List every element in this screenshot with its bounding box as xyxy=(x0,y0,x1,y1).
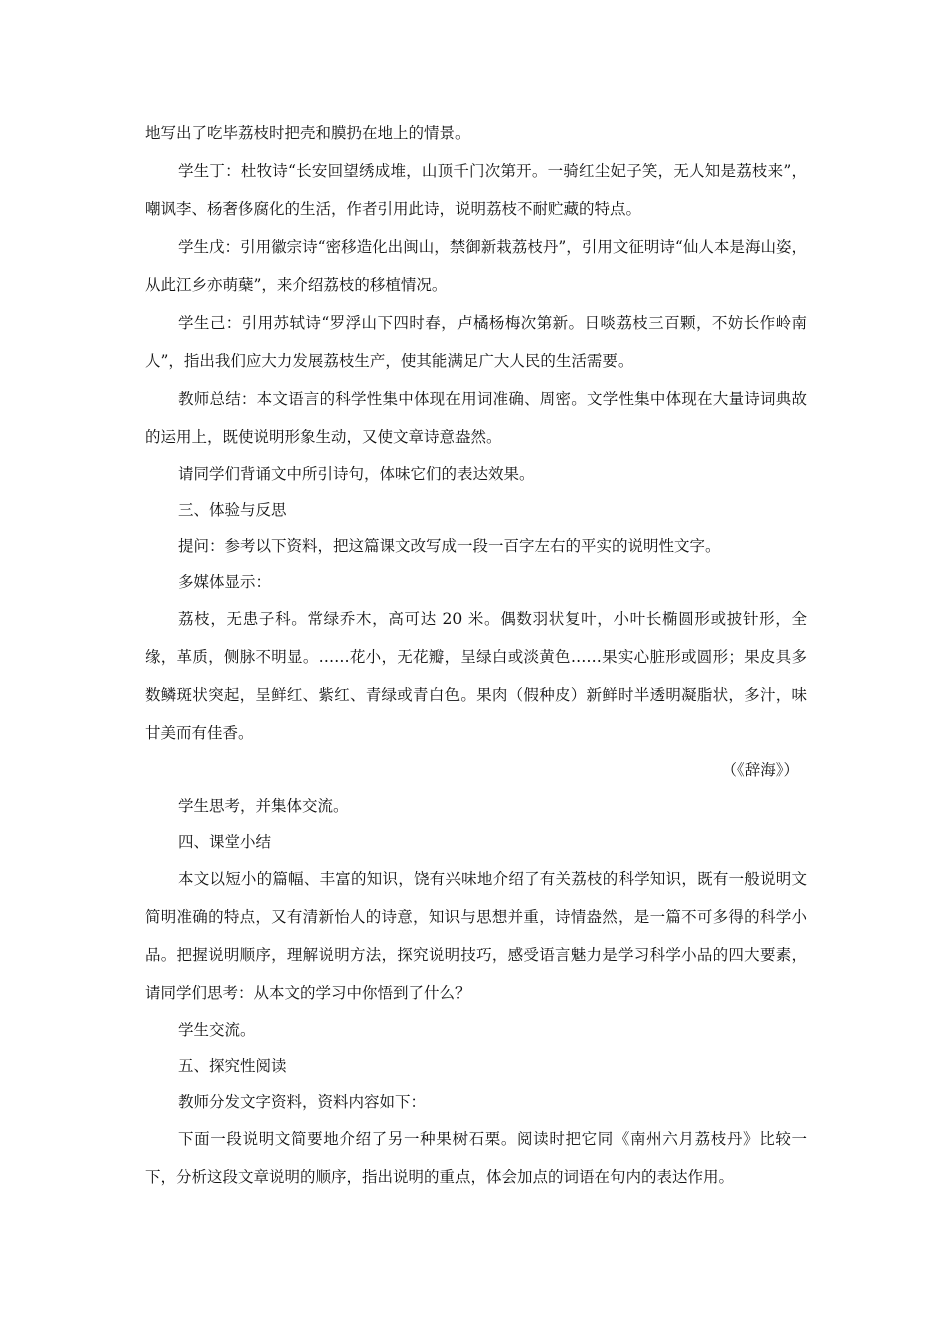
paragraph-teacher-summary: 教师总结：本文语言的科学性集中体现在用词准确、周密。文学性集中体现在大量诗词典故的运用上，既使说明形象生动，又使文章诗意盎然。 xyxy=(145,390,807,446)
section-heading-4: 四、课堂小结 xyxy=(178,833,272,851)
paragraph-continuation: 地写出了吃毕荔枝时把壳和膜扔在地上的情景。 xyxy=(145,124,471,142)
section-heading-5: 五、探究性阅读 xyxy=(178,1057,287,1075)
paragraph-student-exchange: 学生交流。 xyxy=(178,1021,256,1039)
paragraph-class-summary: 本文以短小的篇幅、丰富的知识，饶有兴味地介绍了有关荔枝的科学知识，既有一般说明文简明准确的特点，又有清新怡人的诗意，知识与思想并重，诗情盎然，是一篇不可多得的科学小品。把握说明顺序，理解说明方法，探究说明技巧，感受语言魅力是学习科学小品的四大要素，请同学们思考：从本文的学习中你悟到了什么？ xyxy=(145,870,807,1002)
paragraph-student-ding: 学生丁：杜牧诗“长安回望绣成堆，山顶千门次第开。一骑红尘妃子笑，无人知是荔枝来”，嘲讽李、杨奢侈腐化的生活，作者引用此诗，说明荔枝不耐贮藏的特点。 xyxy=(145,162,807,218)
section-heading-3: 三、体验与反思 xyxy=(178,501,287,519)
paragraph-student-ji: 学生己：引用苏轼诗“罗浮山下四时春，卢橘杨梅次第新。日啖荔枝三百颗，不妨长作岭南人”，指出我们应大力发展荔枝生产，使其能满足广大人民的生活需要。 xyxy=(145,314,807,370)
paragraph-recite: 请同学们背诵文中所引诗句，体味它们的表达效果。 xyxy=(178,465,535,483)
paragraph-cihai-excerpt: 荔枝，无患子科。常绿乔木，高可达 20 米。偶数羽状复叶，小叶长椭圆形或披针形，全缘，革质，侧脉不明显。……花小，无花瓣，呈绿白或淡黄色……果实心脏形或圆形；果皮具多数鳞斑状突起，呈鲜红、紫红、青绿或青白色。果肉（假种皮）新鲜时半透明凝脂状，多汁，味甘美而有佳香。 xyxy=(145,610,807,742)
paragraph-question: 提问：参考以下资料，把这篇课文改写成一段一百字左右的平实的说明性文字。 xyxy=(178,537,721,555)
document-page xyxy=(145,114,807,1196)
paragraph-materials: 教师分发文字资料，资料内容如下： xyxy=(178,1093,427,1111)
paragraph-student-discuss: 学生思考，并集体交流。 xyxy=(178,797,349,815)
paragraph-reading-task: 下面一段说明文简要地介绍了另一种果树石栗。阅读时把它同《南州六月荔枝丹》比较一下，分析这段文章说明的顺序，指出说明的重点，体会加点的词语在句内的表达作用。 xyxy=(145,1130,807,1186)
paragraph-student-wu: 学生戊：引用徽宗诗“密移造化出闽山，禁御新栽荔枝丹”，引用文征明诗“仙人本是海山姿，从此江乡亦萌蘖”，来介绍荔枝的移植情况。 xyxy=(145,238,807,294)
paragraph-multimedia: 多媒体显示： xyxy=(178,573,272,591)
citation-source: （《辞海》） xyxy=(721,761,799,779)
